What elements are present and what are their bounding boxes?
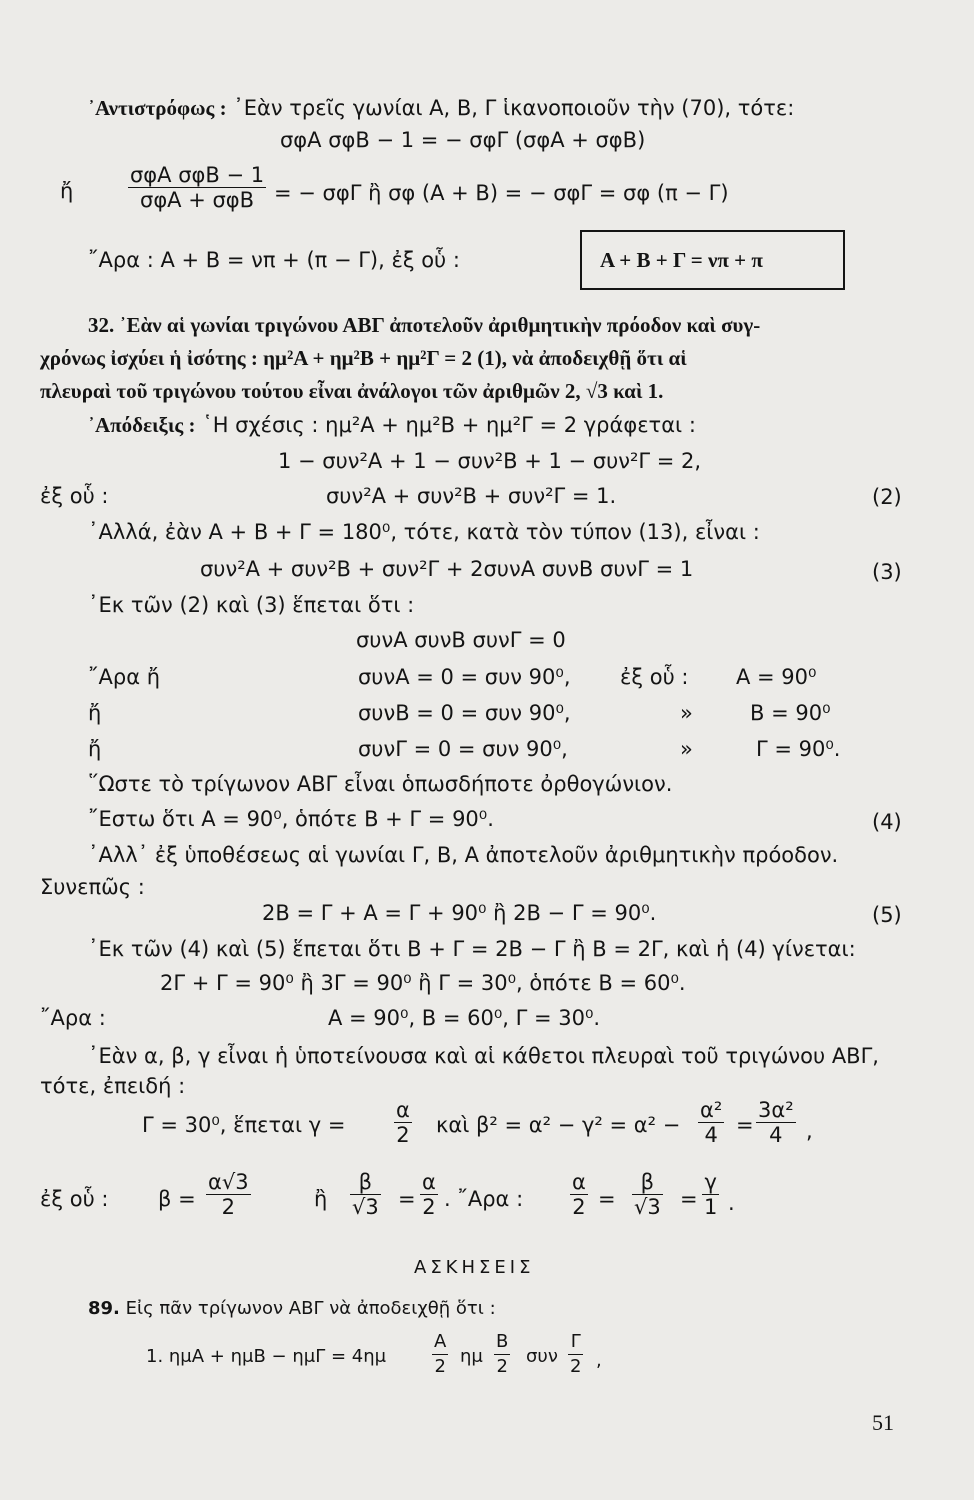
formula-text: καὶ β² = α² − γ² = α² − [436,1113,681,1137]
fraction-cot [128,163,266,212]
converse-label: ᾿Αντιστρόφως : [88,96,227,120]
fraction-a-over-2 [570,1170,588,1219]
fraction-numerator: α [422,1170,436,1194]
proof-text: ῾Η σχέσις : ημ²Α + ημ²Β + ημ²Γ = 2 γράφεται : [202,413,696,437]
formula-text: = [598,1187,616,1211]
fraction-denominator: 4 [756,1122,796,1147]
fraction-B-over-2 [494,1330,510,1379]
or-word: ἢ [314,1187,328,1211]
fraction-denominator: 2 [432,1354,448,1379]
equation-line: Α = 90⁰, Β = 60⁰, Γ = 30⁰. [328,1006,601,1030]
converse-line [88,95,794,121]
fraction-numerator: β [640,1170,655,1194]
text-line: ᾿Εκ τῶν (2) καὶ (3) ἕπεται ὅτι : [88,593,415,617]
proof-label: ᾿Απόδειξις : [88,413,196,437]
formula-text: Γ = 30⁰, ἕπεται γ = [142,1113,346,1137]
text-line: ῎Εστω ὅτι Α = 90⁰, ὁπότε Β + Γ = 90⁰. [88,807,494,831]
exercise-text: ημ [460,1346,483,1367]
case-hence: » [680,737,693,761]
equation-line: σφΑ σφΒ − 1 = − σφΓ (σφΑ + σφΒ) [280,128,646,152]
fraction-denominator: 2 [570,1194,588,1219]
text-line: ῞Ωστε τὸ τρίγωνον ΑΒΓ εἶναι ὁπωσδήποτε ὀρθογώνιον. [88,772,673,796]
text-line: τότε, ἐπειδή : [40,1074,186,1098]
fraction-numerator: Α [434,1331,447,1352]
fraction-denominator: 4 [698,1122,724,1147]
formula-text: , [806,1119,813,1143]
text-line: ᾿Εὰν α, β, γ εἶναι ἡ ὑποτείνουσα καὶ αἱ κάθετοι πλευραὶ τοῦ τριγώνου ΑΒΓ, [88,1044,879,1068]
fraction-a-over-2 [420,1170,438,1219]
fraction-denominator: 2 [494,1354,510,1379]
fraction-numerator: Γ [570,1331,581,1352]
fraction-denominator: 2 [394,1122,412,1147]
therefore-label: ῎Αρα : [40,1006,106,1030]
case-equation: συνΒ = 0 = συν 90⁰, [358,701,571,725]
equation-line: συν²Α + συν²Β + συν²Γ = 1. [326,484,617,508]
case-hence: » [680,701,693,725]
equation-number: (3) [872,560,902,584]
fraction-denominator: 2 [206,1194,251,1219]
formula-text: . ῎Αρα : [444,1187,524,1211]
equation-line: συν²Α + συν²Β + συν²Γ + 2συνΑ συνΒ συνΓ = 1 [200,557,694,581]
fraction-numerator: α [396,1098,410,1122]
fraction-b-over-sqrt3 [632,1170,663,1219]
problem-32-line: χρόνως ἰσχύει ἡ ἰσότης : ημ²Α + ημ²Β + ημ²Γ = 2 (1), νὰ ἀποδειχθῇ ὅτι αἱ [40,346,687,370]
case-result: Γ = 90⁰. [756,737,841,761]
formula-text: β = [158,1187,196,1211]
case-equation: συνΓ = 0 = συν 90⁰, [358,737,568,761]
fraction-numerator: Β [496,1331,509,1352]
fraction-a-over-2 [394,1098,412,1147]
fraction-denominator: √3 [352,1195,379,1219]
fraction-a2-over-4 [698,1098,724,1147]
text-line: ᾿Αλλ᾿ ἐξ ὑποθέσεως αἱ γωνίαι Γ, Β, Α ἀποτελοῦν ἀριθμητικὴν πρόοδον. [88,843,839,867]
formula-text: = [398,1187,416,1211]
fraction-b-over-sqrt3 [350,1170,381,1219]
fraction-numerator: α√3 [208,1170,249,1194]
equation-number: (2) [872,485,902,509]
converse-text: ᾿Εὰν τρεῖς γωνίαι Α, Β, Γ ἱκανοποιοῦν τὴν (70), τότε: [233,96,795,120]
exercises-heading: ΑΣΚΗΣΕΙΣ [414,1257,535,1278]
problem-32-line: 32. ᾿Εὰν αἱ γωνίαι τριγώνου ΑΒΓ ἀποτελοῦν ἀριθμητικὴν πρόοδον καὶ συγ- [88,313,761,337]
fraction-denominator: 2 [420,1194,438,1219]
fraction-denominator: 2 [570,1356,582,1377]
equation-line: = − σφΓ ἢ σφ (Α + Β) = − σφΓ = σφ (π − Γ) [274,181,729,205]
fraction-numerator: α² [700,1098,723,1122]
fraction-denominator: σφΑ + σφΒ [128,187,266,212]
exercise-text: συν [526,1346,558,1367]
equation-number: (4) [872,810,902,834]
exercise-text: , [596,1350,602,1371]
text-line: ᾿Εκ τῶν (4) καὶ (5) ἕπεται ὅτι Β + Γ = 2Β − Γ ἢ Β = 2Γ, καὶ ἡ (4) γίνεται: [88,937,856,961]
fraction-numerator: 3α² [758,1098,794,1122]
formula-text: . [728,1191,735,1215]
fraction-a-sqrt3-over-2 [206,1170,251,1219]
problem-32-line: πλευραὶ τοῦ τριγώνου τούτου εἶναι ἀνάλογοι τῶν ἀριθμῶν 2, √3 καὶ 1. [40,379,664,403]
exercise-89 [88,1296,496,1322]
exercise-number: 89. [88,1298,120,1319]
fraction-3a2-over-4 [756,1098,796,1147]
proof-line [88,412,696,438]
formula-text: = [680,1187,698,1211]
equation-line: 2Γ + Γ = 90⁰ ἢ 3Γ = 90⁰ ἢ Γ = 30⁰, ὁπότε Β = 60⁰. [160,971,686,995]
consequently-label: Συνεπῶς : [40,875,145,899]
or-word: ἤ [60,179,74,203]
boxed-result: Α + Β + Γ = νπ + π [600,248,763,272]
fraction-G-over-2 [568,1330,583,1379]
exercise-text: Εἰς πᾶν τρίγωνον ΑΒΓ νὰ ἀποδειχθῇ ὅτι : [125,1298,496,1319]
equation-line: συνΑ συνΒ συνΓ = 0 [356,628,566,652]
fraction-g-over-1 [702,1170,719,1219]
hence-label: ἐξ οὗ : [40,1187,109,1211]
fraction-A-over-2 [432,1330,448,1379]
fraction-numerator: β [358,1170,373,1194]
fraction-numerator: γ [704,1170,717,1194]
hence-label: ἐξ οὗ : [40,484,109,508]
page-number: 51 [872,1410,894,1435]
fraction-denominator: 1 [704,1195,718,1219]
case-hence: ἐξ οὗ : [620,665,689,689]
case-equation: συνΑ = 0 = συν 90⁰, [358,665,571,689]
fraction-numerator: α [572,1170,586,1194]
exercise-item-1: 1. ημΑ + ημΒ − ημΓ = 4ημ [146,1346,387,1367]
equation-line: 1 − συν²Α + 1 − συν²Β + 1 − συν²Γ = 2, [278,449,702,473]
equation-number: (5) [872,903,902,927]
case-result: Β = 90⁰ [750,701,831,725]
therefore-label: ῎Αρα ἤ [88,665,161,689]
formula-text: = [736,1113,754,1137]
fraction-numerator: σφΑ σφΒ − 1 [130,163,265,187]
or-word: ἤ [88,701,102,725]
case-result: Α = 90⁰ [736,665,817,689]
fraction-denominator: √3 [634,1195,661,1219]
equation-line: ῎Αρα : Α + Β = νπ + (π − Γ), ἐξ οὗ : [88,248,460,272]
or-word: ἤ [88,737,102,761]
text-line: ᾿Αλλά, ἐὰν Α + Β + Γ = 180⁰, τότε, κατὰ τὸν τύπον (13), εἶναι : [88,520,760,544]
equation-line: 2Β = Γ + Α = Γ + 90⁰ ἢ 2Β − Γ = 90⁰. [262,901,657,925]
